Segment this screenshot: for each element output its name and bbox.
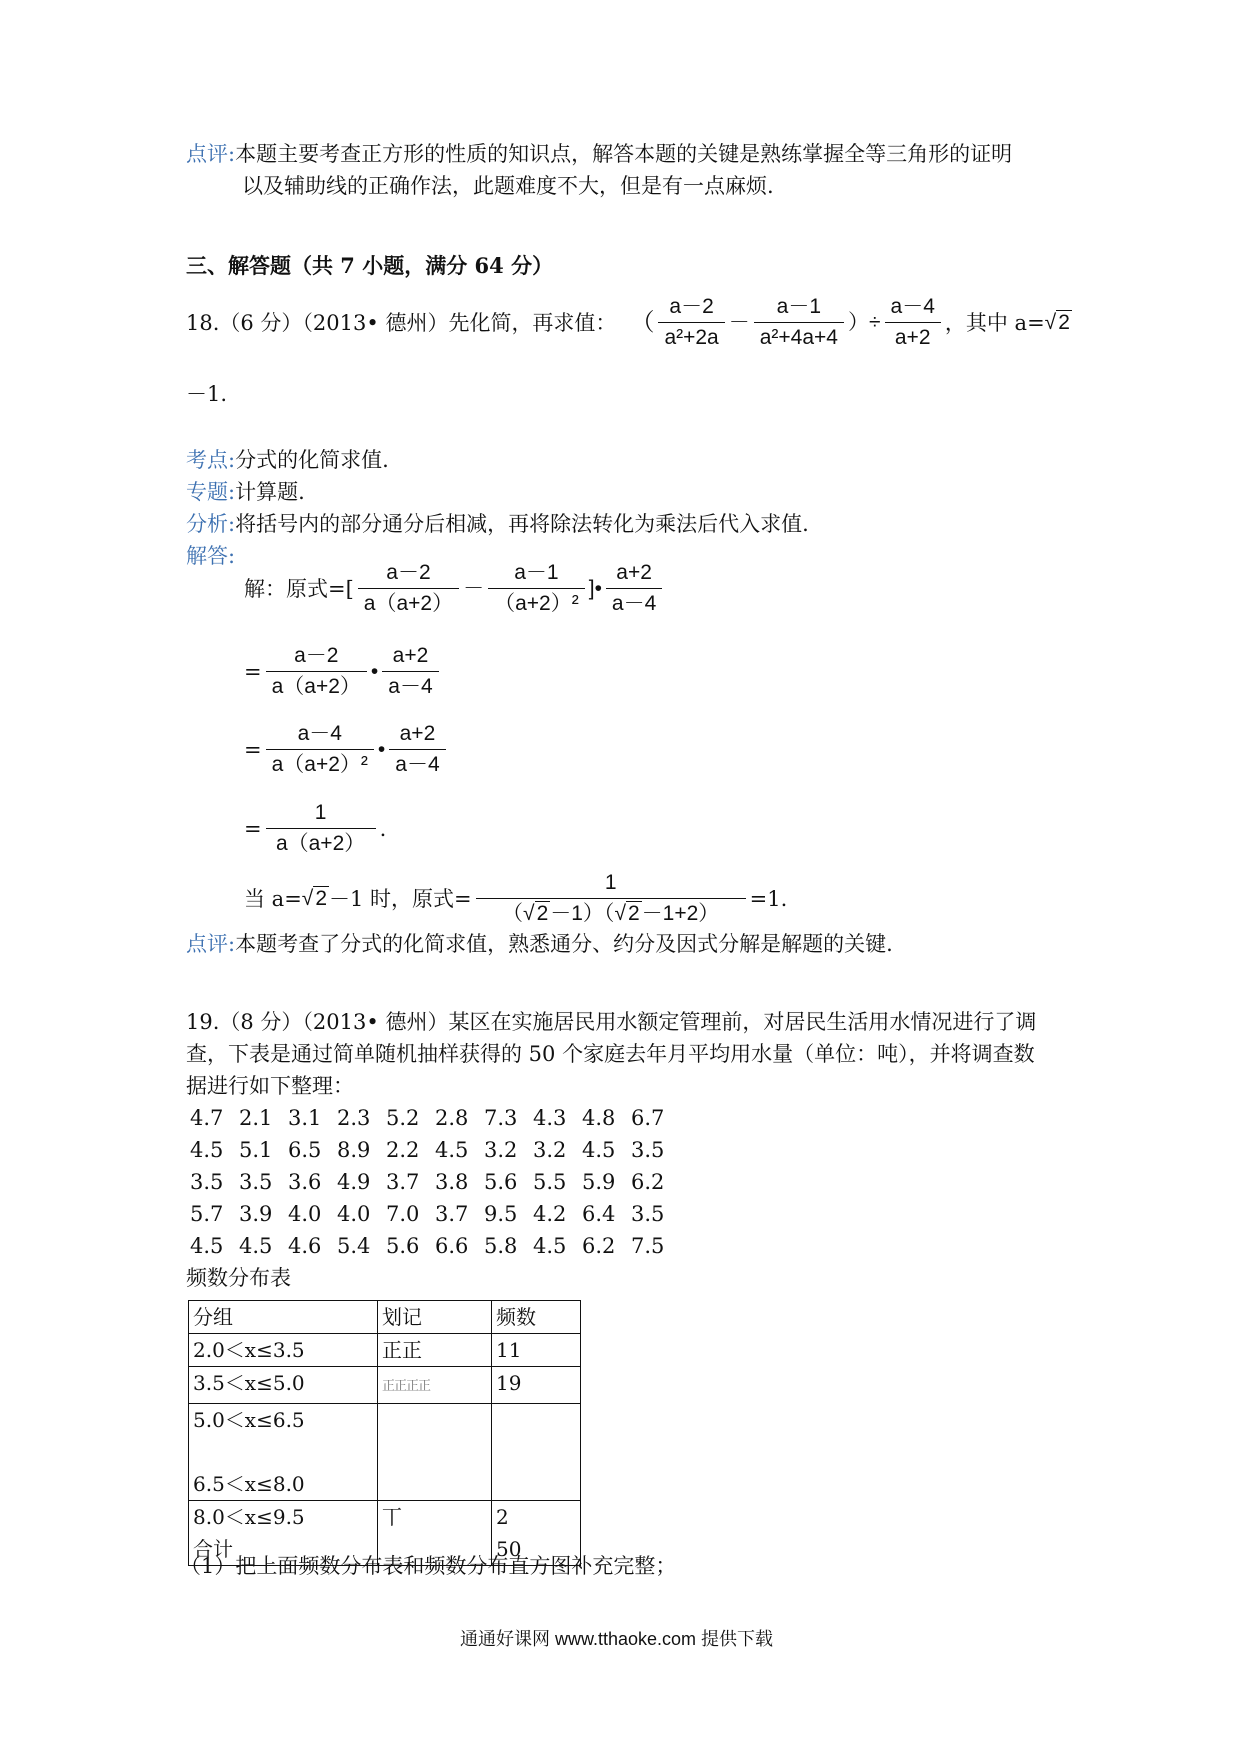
q18-f2-den: a²+4a+4 [759, 326, 838, 349]
step2-eq: = [244, 659, 262, 684]
data-row [190, 1198, 680, 1230]
cell-tally [378, 1367, 492, 1404]
data-value: 4.5 [190, 1234, 224, 1258]
cell-group [189, 1404, 378, 1501]
q18-dianping [186, 928, 893, 960]
footer-text: 通通好课网 www.tthaoke.com 提供下载 [460, 1629, 774, 1649]
step3-f2-den: a－4 [395, 753, 440, 776]
step5-prefix: 当 a= [244, 886, 302, 911]
frequency-table [188, 1300, 581, 1566]
q18-fraction-3 [885, 294, 941, 351]
q18-step-1 [244, 560, 666, 617]
data-value: 6.4 [582, 1202, 616, 1226]
data-value: 5.7 [190, 1202, 224, 1226]
fenxi-text: 将括号内的部分通分后相减，再将除法转化为乘法后代入求值. [235, 512, 809, 536]
data-value: 3.8 [435, 1170, 469, 1194]
header-group: 分组 [189, 1301, 378, 1334]
step1-f1-num: a－2 [386, 561, 431, 584]
data-value: 5.9 [582, 1170, 616, 1194]
step2-f1-den: a（a+2） [271, 675, 361, 698]
cell-freq: 19 [492, 1367, 581, 1404]
step5-den-a: （ [502, 902, 524, 925]
data-value: 7.5 [631, 1234, 665, 1258]
step5-den-root1: 2 [536, 902, 549, 925]
q18-kaodian [186, 444, 389, 476]
kaodian-text: 分式的化简求值. [235, 448, 389, 472]
step3-frac-2 [389, 721, 445, 778]
data-value: 2.3 [337, 1106, 371, 1130]
data-value: 3.7 [435, 1202, 469, 1226]
data-value: 3.2 [533, 1138, 567, 1162]
group-6-5-8: 6.5＜x≤8.0 [193, 1472, 305, 1496]
q18-step-4 [244, 800, 386, 857]
data-value: 4.5 [582, 1138, 616, 1162]
data-value: 5.5 [533, 1170, 567, 1194]
zhuanti-label: 专题: [186, 480, 236, 504]
data-value: 3.6 [288, 1170, 322, 1194]
data-value: 5.1 [239, 1138, 273, 1162]
data-value: 4.9 [337, 1170, 371, 1194]
prev-comment-line1 [186, 138, 1012, 170]
step1-frac-1 [358, 560, 459, 617]
data-value: 8.9 [337, 1138, 371, 1162]
step1-minus: － [463, 576, 485, 600]
q18-close-div: ）÷ [847, 310, 881, 334]
q19-line1: 19.（8 分）（2013• 德州）某区在实施居民用水额定管理前，对居民生活用水情况进行了调 [186, 1010, 1037, 1034]
data-value: 9.5 [484, 1202, 518, 1226]
table-row [189, 1367, 581, 1404]
step4-eq: = [244, 816, 262, 841]
step1-frac-3 [606, 560, 662, 617]
step4-num: 1 [314, 801, 327, 824]
step5-den-c: －1+2） [641, 902, 720, 925]
data-value: 7.3 [484, 1106, 518, 1130]
step1-f2-num: a－1 [514, 561, 559, 584]
data-value: 4.3 [533, 1106, 567, 1130]
q19-line3: 据进行如下整理： [186, 1074, 354, 1098]
data-value: 3.5 [631, 1202, 665, 1226]
step1-frac-2 [488, 560, 585, 617]
step3-dot: • [377, 737, 386, 761]
cell-group: 2.0＜x≤3.5 [189, 1334, 378, 1367]
prev-comment-line2: 以及辅助线的正确作法，此题难度不大，但是有一点麻烦. [242, 174, 774, 198]
step3-f1-den: a（a+2）² [271, 753, 368, 776]
data-value: 6.6 [435, 1234, 469, 1258]
data-value: 5.8 [484, 1234, 518, 1258]
dianping-text: 本题考查了分式的化简求值，熟悉通分、约分及因式分解是解题的关键. [235, 932, 893, 956]
step5-end: =1. [749, 886, 788, 911]
step1-prefix: 解：原式=[ [244, 576, 354, 601]
data-value: 6.2 [631, 1170, 665, 1194]
cell-group: 3.5＜x≤5.0 [189, 1367, 378, 1404]
total-label: 合计 [193, 1537, 233, 1561]
step2-dot: • [370, 659, 379, 683]
step4-frac [266, 800, 376, 857]
data-value: 3.1 [288, 1106, 322, 1130]
q18-step-5 [244, 870, 787, 927]
step4-den: a（a+2） [275, 832, 366, 855]
data-value: 2.8 [435, 1106, 469, 1130]
step1-f3-num: a+2 [616, 561, 652, 584]
q18-minus: － [728, 310, 750, 334]
cell-freq [492, 1404, 581, 1501]
q18-stem-text: 18.（6 分）（2013• 德州）先化简，再求值： [186, 310, 617, 335]
q18-f3-den: a+2 [894, 326, 931, 349]
fenxi-label: 分析: [186, 512, 236, 536]
table-row [189, 1404, 581, 1501]
step1-f1-den: a（a+2） [363, 592, 454, 615]
q18-step-2 [244, 643, 443, 700]
step2-frac-2 [382, 643, 438, 700]
step3-f2-num: a+2 [399, 722, 436, 745]
data-value: 6.5 [288, 1138, 322, 1162]
q18-tail: ，其中 a= [944, 310, 1045, 335]
data-row [190, 1166, 680, 1198]
step1-f2-den: （a+2）² [494, 592, 579, 615]
prev-comment-label: 点评: [186, 142, 236, 166]
group-8-9-5: 8.0＜x≤9.5 [193, 1505, 305, 1529]
prev-comment-text: 本题主要考查正方形的性质的知识点，解答本题的关键是熟练掌握全等三角形的证明 [235, 142, 1013, 166]
step5-den: （√2－1）（√2－1+2） [502, 902, 720, 925]
data-value: 4.5 [190, 1138, 224, 1162]
q18-stem [186, 294, 1072, 351]
cell-tally: 正正 [378, 1334, 492, 1367]
zhuanti-text: 计算题. [235, 480, 305, 504]
kaodian-label: 考点: [186, 448, 236, 472]
dianping-label: 点评: [186, 932, 236, 956]
step2-frac-1 [266, 643, 367, 700]
step5-num: 1 [604, 871, 617, 894]
data-value: 4.0 [337, 1202, 371, 1226]
step3-eq: = [244, 737, 262, 762]
step4-end: . [379, 816, 387, 841]
data-value: 4.6 [288, 1234, 322, 1258]
cell-tally: 丅 [378, 1501, 492, 1566]
data-value: 5.6 [484, 1170, 518, 1194]
data-value: 2.1 [239, 1106, 273, 1130]
step2-f2-num: a+2 [392, 644, 429, 667]
data-value: 4.5 [239, 1234, 273, 1258]
data-value: 4.5 [435, 1138, 469, 1162]
data-value: 4.2 [533, 1202, 567, 1226]
q18-zhuanti [186, 476, 305, 508]
q18-fraction-2 [754, 294, 844, 351]
step5-sqrt: √2 [301, 886, 328, 910]
data-value: 4.8 [582, 1106, 616, 1130]
tally-faded: 正正正正 [382, 1379, 431, 1394]
data-value: 6.2 [582, 1234, 616, 1258]
table-row [189, 1334, 581, 1367]
step2-f2-den: a－4 [388, 675, 433, 698]
q18-step-3 [244, 721, 450, 778]
q18-stem-cont: －1. [186, 382, 228, 406]
q18-fraction-1 [658, 294, 724, 351]
q18-fenxi [186, 508, 809, 540]
step5-den-b: －1）（ [550, 902, 615, 925]
data-value: 2.2 [386, 1138, 420, 1162]
group-5-6-5: 5.0＜x≤6.5 [193, 1408, 305, 1432]
data-value: 3.9 [239, 1202, 273, 1226]
data-value: 5.4 [337, 1234, 371, 1258]
data-row [190, 1134, 680, 1166]
header-tally: 划记 [378, 1301, 492, 1334]
total-freq: 50 [496, 1537, 522, 1561]
table-header-row [189, 1301, 581, 1334]
q18-f1-den: a²+2a [664, 326, 719, 349]
data-value: 4.5 [533, 1234, 567, 1258]
data-value: 4.0 [288, 1202, 322, 1226]
q18-open-paren: （ [630, 308, 655, 336]
q19-sub1: （1）把上面频数分布表和频数分布直方图补充完整； [180, 1554, 677, 1578]
q18-f1-num: a－2 [669, 295, 714, 318]
step1-f3-den: a－4 [611, 592, 657, 615]
data-value: 7.0 [386, 1202, 420, 1226]
step3-f1-num: a－4 [297, 722, 342, 745]
data-value: 3.7 [386, 1170, 420, 1194]
jieda-label: 解答: [186, 544, 236, 568]
data-value: 4.7 [190, 1106, 224, 1130]
data-value: 6.7 [631, 1106, 665, 1130]
step5-frac [476, 870, 746, 927]
data-value: 3.5 [239, 1170, 273, 1194]
data-value: 3.2 [484, 1138, 518, 1162]
step5-radicand: 2 [315, 886, 328, 910]
step5-den-root2: 2 [627, 902, 640, 925]
cell-freq: 11 [492, 1334, 581, 1367]
cell-tally [378, 1404, 492, 1501]
section-title: 三、解答题（共 7 小题，满分 64 分） [186, 253, 554, 278]
step1-mid: ]• [588, 576, 602, 600]
data-value: 3.5 [631, 1138, 665, 1162]
q18-f2-num: a－1 [776, 295, 822, 318]
data-row [190, 1230, 680, 1262]
sqrt-2-radicand: 2 [1058, 310, 1070, 334]
q19-line2: 查，下表是通过简单随机抽样获得的 50 个家庭去年月平均用水量（单位：吨），并将调查数 [186, 1042, 1035, 1066]
data-row [190, 1102, 680, 1134]
header-freq: 频数 [492, 1301, 581, 1334]
freq-8-9-5: 2 [496, 1505, 509, 1529]
table-title: 频数分布表 [186, 1266, 291, 1290]
step5-mid: －1 时，原式= [329, 886, 472, 911]
data-value: 5.6 [386, 1234, 420, 1258]
q18-f3-num: a－4 [890, 295, 935, 318]
data-value: 3.5 [190, 1170, 224, 1194]
data-value: 5.2 [386, 1106, 420, 1130]
step2-f1-num: a－2 [294, 644, 339, 667]
sqrt-2: √2 [1044, 310, 1070, 334]
step3-frac-1 [266, 721, 374, 778]
